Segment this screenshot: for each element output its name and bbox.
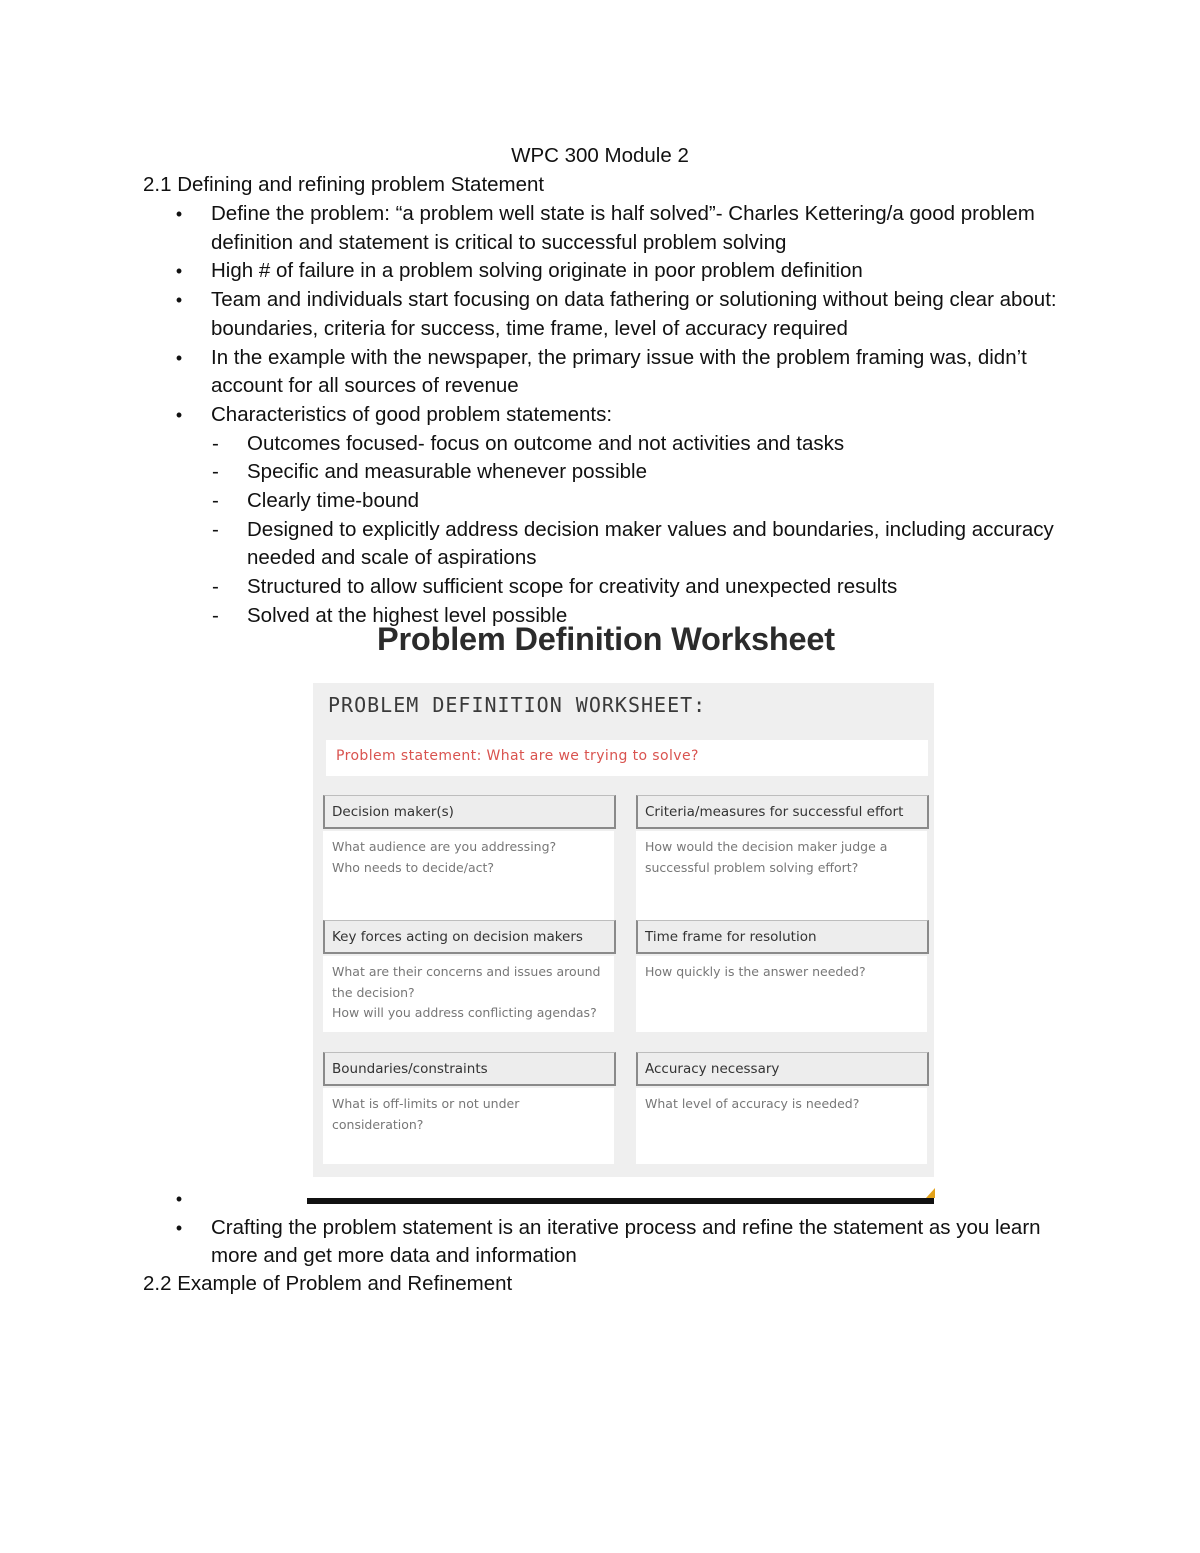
box-line: What level of accuracy is needed? <box>645 1096 860 1111</box>
box-line: What are their concerns and issues around <box>332 964 601 979</box>
dash-icon: - <box>212 489 219 513</box>
list-item <box>175 1214 1061 1271</box>
bullet-list-continued <box>175 1185 1061 1271</box>
characteristic-text: Solved at the highest level possible <box>247 603 568 627</box>
box-header <box>323 920 616 954</box>
dash-icon: - <box>212 575 219 599</box>
dash-icon: - <box>212 460 219 484</box>
bullet-text: High # of failure in a problem solving originate in poor problem definition <box>211 259 863 283</box>
section-heading-2-2: 2.2 Example of Problem and Refinement <box>143 1272 513 1295</box>
box-line: What audience are you addressing? <box>332 839 557 854</box>
box-body <box>636 1088 927 1164</box>
characteristic-text: Specific and measurable whenever possible <box>247 460 647 484</box>
box-line: How will you address conflicting agendas? <box>332 1005 597 1021</box>
box-line: the decision? <box>332 984 415 1000</box>
box-body <box>323 956 614 1032</box>
list-item <box>175 344 1061 401</box>
list-item <box>212 487 1061 516</box>
bullet-text: Characteristics of good problem statements: <box>211 402 613 426</box>
box-body <box>636 831 927 921</box>
bullet-icon: • <box>175 347 183 368</box>
list-item <box>212 430 1061 459</box>
box-title: Boundaries/constraints <box>332 1061 488 1077</box>
section-heading-2-1: 2.1 Defining and refining problem Statement <box>143 173 545 196</box>
worksheet-heading: Problem Definition Worksheet <box>377 621 835 657</box>
box-title: Decision maker(s) <box>332 804 454 820</box>
list-item <box>175 401 1061 631</box>
box-line: How quickly is the answer needed? <box>645 964 866 979</box>
problem-statement-box <box>326 740 928 776</box>
bullet-icon: • <box>175 261 183 282</box>
box-body <box>323 831 614 921</box>
bullet-text <box>211 1187 217 1210</box>
box-header <box>636 920 929 954</box>
list-item <box>175 257 1061 286</box>
list-item <box>175 200 1061 257</box>
bullet-text: Define the problem: “a problem well state is half solved”- Charles Kettering/a good problem definition and statement is critical to successful problem solving <box>211 202 1035 254</box>
box-title: Key forces acting on decision makers <box>332 929 583 945</box>
bullet-list <box>175 200 1061 631</box>
bullet-icon: • <box>175 404 183 425</box>
characteristic-text: Structured to allow sufficient scope for creativity and unexpected results <box>247 575 898 599</box>
box-title: Accuracy necessary <box>645 1061 780 1077</box>
list-item <box>212 516 1061 573</box>
list-item <box>175 286 1061 343</box>
box-header <box>323 1052 616 1086</box>
box-header <box>636 795 929 829</box>
bullet-text: In the example with the newspaper, the primary issue with the problem framing was, didn’t account for all sources of revenue <box>211 345 1027 398</box>
box-title: Time frame for resolution <box>645 929 817 945</box>
list-item <box>212 458 1061 487</box>
worksheet-panel-title: PROBLEM DEFINITION WORKSHEET: <box>328 693 707 717</box>
list-item <box>212 573 1061 602</box>
characteristic-text: Outcomes focused- focus on outcome and not activities and tasks <box>247 431 845 455</box>
bullet-icon: • <box>175 204 183 224</box>
bullet-icon: • <box>175 1189 183 1209</box>
box-line: successful problem solving effort? <box>645 859 859 875</box>
list-item <box>175 1185 1061 1214</box>
characteristic-text: Clearly time-bound <box>247 489 420 513</box>
box-line: Who needs to decide/act? <box>332 859 495 875</box>
dash-icon: - <box>212 517 219 541</box>
box-line: consideration? <box>332 1116 424 1132</box>
bullet-icon: • <box>175 290 183 311</box>
box-body <box>636 956 927 1032</box>
bullet-icon: • <box>175 1217 183 1238</box>
worksheet-panel <box>313 683 934 1177</box>
bullet-text: Team and individuals start focusing on data fathering or solutioning without being clear about: boundaries, criteria for success, time frame, level of accuracy required <box>211 288 1057 340</box>
problem-statement-prompt: Problem statement: What are we trying to solve? <box>336 748 699 764</box>
document-title: WPC 300 Module 2 <box>511 144 689 167</box>
dash-icon: - <box>212 431 219 455</box>
box-header <box>323 795 616 829</box>
box-line: What is off-limits or not under <box>332 1096 520 1111</box>
box-line: How would the decision maker judge a <box>645 839 888 854</box>
box-title: Criteria/measures for successful effort <box>645 804 904 820</box>
characteristic-text: Designed to explicitly address decision maker values and boundaries, including accuracy needed and scale of aspirations <box>247 517 1054 570</box>
box-body <box>323 1088 614 1164</box>
box-header <box>636 1052 929 1086</box>
dash-icon: - <box>212 603 219 627</box>
bullet-text: Crafting the problem statement is an iterative process and refine the statement as you learn more and get more data and information <box>211 1215 1041 1268</box>
characteristics-list <box>211 430 1061 631</box>
